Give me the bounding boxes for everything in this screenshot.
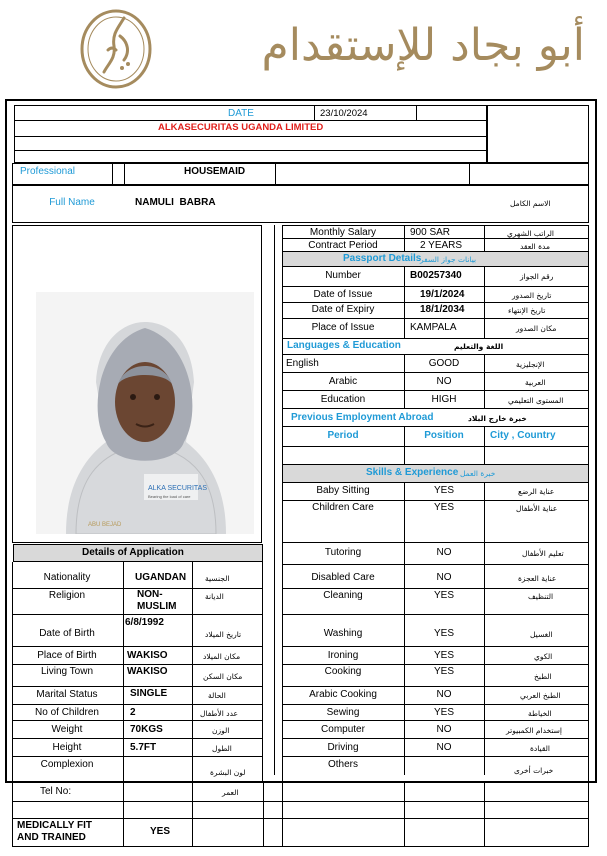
logo-emblem-icon: [78, 6, 154, 92]
english-label: English: [286, 358, 319, 369]
skill-arabic-cooking-value: NO: [436, 689, 452, 700]
religion-ar: الديانة: [205, 592, 224, 601]
application-title: Details of Application: [82, 547, 184, 558]
agency-name: ALKASECURITAS UGANDA LIMITED: [158, 122, 324, 133]
marital-ar: الحالة: [208, 691, 226, 700]
skill-driving-label: Driving: [327, 742, 359, 753]
professional-row: [12, 163, 589, 185]
shirt-logo-sub: Bearing the load of care: [148, 494, 191, 499]
arabic-value: NO: [436, 376, 452, 387]
passport-number-value: B00257340: [410, 270, 462, 281]
children-value: 2: [130, 707, 136, 718]
passport-issue-label: Date of Issue: [313, 289, 373, 300]
skill-sewing-value: YES: [433, 707, 454, 718]
employment-col-period: Period: [327, 430, 359, 441]
nationality-label: Nationality: [43, 572, 91, 583]
skill-computer-ar: إستخدام الكمبيوتر: [506, 726, 562, 735]
skill-disabled-care-label: Disabled Care: [311, 572, 375, 583]
fullname-label: Full Name: [49, 197, 95, 208]
skills-title: Skills & Experience: [366, 467, 459, 478]
photo-left-text: ABU BEJAD: [88, 522, 122, 528]
skill-children-care-value: YES: [433, 502, 454, 513]
weight-ar: الوزن: [212, 726, 230, 735]
living-town-value: WAKISO: [127, 666, 168, 677]
skill-children-care-label: Children Care: [312, 502, 374, 513]
passport-title-ar: بيانات جواز السفر: [420, 255, 477, 264]
employment-title-ar: خبرة خارج البلاد: [468, 414, 527, 423]
skill-ironing-value: YES: [433, 650, 454, 661]
skill-arabic-cooking-label: Arabic Cooking: [309, 689, 377, 700]
period-value: 2 YEARS: [420, 240, 463, 251]
dob-ar: تاريخ الميلاد: [205, 630, 242, 639]
tel-label: Tel No:: [40, 786, 72, 797]
skill-tutoring-value: NO: [436, 547, 452, 558]
professional-label: Professional: [20, 166, 76, 177]
languages-title: Languages & Education: [287, 340, 401, 351]
skill-baby-sitting-value: YES: [433, 485, 454, 496]
logo-arabic-text: أبو بجاد للإستقدام: [261, 20, 585, 71]
skill-computer-value: NO: [436, 724, 452, 735]
tel-ar: العمر: [222, 788, 239, 797]
passport-place-ar: مكان الصدور: [516, 324, 557, 333]
pob-label: Place of Birth: [37, 650, 97, 661]
height-label: Height: [52, 742, 82, 753]
passport-place-label: Place of Issue: [311, 322, 375, 333]
education-ar: المستوى التعليمي: [508, 396, 564, 405]
date-value: 23/10/2024: [320, 108, 368, 119]
employment-col-country: City , Country: [490, 430, 556, 441]
pob-value: WAKISO: [127, 650, 168, 661]
bottom-block: [12, 783, 589, 847]
skill-washing-value: YES: [433, 628, 454, 639]
skills-title-ar: خبرة العمل: [460, 469, 496, 478]
skill-washing-label: Washing: [323, 628, 363, 639]
living-town-ar: مكان السكن: [203, 672, 243, 681]
arabic-label: Arabic: [328, 376, 358, 387]
weight-label: Weight: [51, 724, 83, 735]
dob-value: 6/8/1992: [125, 617, 164, 628]
passport-expiry-ar: تاريخ الإنتهاء: [508, 306, 546, 315]
height-ar: الطول: [212, 744, 232, 753]
marital-value: SINGLE: [130, 688, 168, 699]
fullname-ar: الاسم الكامل: [510, 199, 551, 208]
professional-value: HOUSEMAID: [184, 166, 246, 177]
children-label: No of Children: [35, 707, 99, 718]
skill-arabic-cooking-ar: الطبخ العربي: [520, 691, 561, 700]
english-ar: الإنجليزية: [516, 360, 545, 369]
arabic-ar: العربية: [525, 378, 546, 387]
employment-col-position: Position: [424, 430, 464, 441]
dob-label: Date of Birth: [39, 628, 95, 639]
skill-sewing-label: Sewing: [326, 707, 360, 718]
fullname-value: NAMULI BABRA: [135, 197, 216, 208]
religion-label: Religion: [48, 590, 86, 601]
top-right-box: [487, 105, 589, 163]
weight-value: 70KGS: [130, 724, 163, 735]
skill-computer-label: Computer: [321, 724, 365, 735]
skill-cleaning-value: YES: [433, 590, 454, 601]
nationality-ar: الجنسية: [205, 574, 230, 583]
logo-header: [0, 0, 607, 96]
marital-label: Marital Status: [36, 689, 98, 700]
salary-ar: الراتب الشهري: [507, 229, 554, 238]
languages-title-ar: اللغة والتعليم: [454, 342, 504, 351]
skill-children-care-ar: عناية الأطفال: [516, 504, 558, 513]
passport-issue-value: 19/1/2024: [420, 289, 465, 300]
passport-title: Passport Details: [343, 253, 422, 264]
skill-cooking-value: YES: [433, 666, 454, 677]
living-town-label: Living Town: [40, 666, 94, 677]
medical-value: YES: [150, 826, 171, 837]
skill-tutoring-ar: تعليم الأطفال: [522, 549, 564, 558]
period-label: Contract Period: [308, 240, 378, 251]
skill-ironing-ar: الكوي: [534, 652, 553, 661]
period-ar: مدة العقد: [520, 242, 550, 251]
passport-expiry-value: 18/1/2034: [420, 304, 465, 315]
skill-others-ar: خبرات أخرى: [514, 766, 554, 775]
complexion-label: Complexion: [40, 759, 94, 770]
skill-others-label: Others: [327, 759, 358, 770]
skill-driving-value: NO: [436, 742, 452, 753]
skill-baby-sitting-ar: عناية الرضع: [518, 487, 555, 496]
nationality-value: UGANDAN: [135, 572, 187, 583]
skill-cleaning-ar: التنظيف: [528, 592, 554, 601]
religion-value: NON- MUSLIM: [137, 589, 177, 612]
skill-washing-ar: الغسيل: [530, 630, 553, 639]
english-value: GOOD: [428, 358, 460, 369]
passport-number-ar: رقم الجواز: [520, 272, 554, 281]
employment-title: Previous Employment Abroad: [291, 412, 434, 423]
skill-cleaning-label: Cleaning: [323, 590, 363, 601]
height-value: 5.7FT: [130, 742, 157, 753]
shirt-logo-text: ALKA SECURITAS: [148, 485, 208, 492]
passport-expiry-label: Date of Expiry: [311, 304, 375, 315]
passport-issue-ar: تاريخ الصدور: [512, 291, 552, 300]
skill-disabled-care-ar: عناية العجزة: [518, 574, 557, 583]
passport-number-label: Number: [325, 270, 361, 281]
education-value: HIGH: [431, 394, 457, 405]
medical-label: MEDICALLY FIT AND TRAINED: [17, 820, 93, 843]
candidate-photo: [36, 292, 254, 534]
skill-cooking-ar: الطبخ: [534, 672, 552, 681]
skill-sewing-ar: الخياطة: [528, 709, 552, 718]
skill-disabled-care-value: NO: [436, 572, 452, 583]
complexion-ar: لون البشرة: [210, 768, 246, 777]
skill-baby-sitting-label: Baby Sitting: [316, 485, 370, 496]
salary-label: Monthly Salary: [309, 227, 377, 238]
salary-value: 900 SAR: [410, 227, 451, 238]
skill-ironing-label: Ironing: [327, 650, 359, 661]
pob-ar: مكان الميلاد: [203, 652, 241, 661]
skill-tutoring-label: Tutoring: [324, 547, 362, 558]
skill-driving-ar: القيادة: [530, 744, 550, 753]
children-ar: عدد الأطفال: [200, 709, 238, 718]
education-label: Education: [320, 394, 366, 405]
date-label: DATE: [228, 108, 254, 119]
passport-place-value: KAMPALA: [410, 322, 457, 333]
skill-cooking-label: Cooking: [324, 666, 362, 677]
